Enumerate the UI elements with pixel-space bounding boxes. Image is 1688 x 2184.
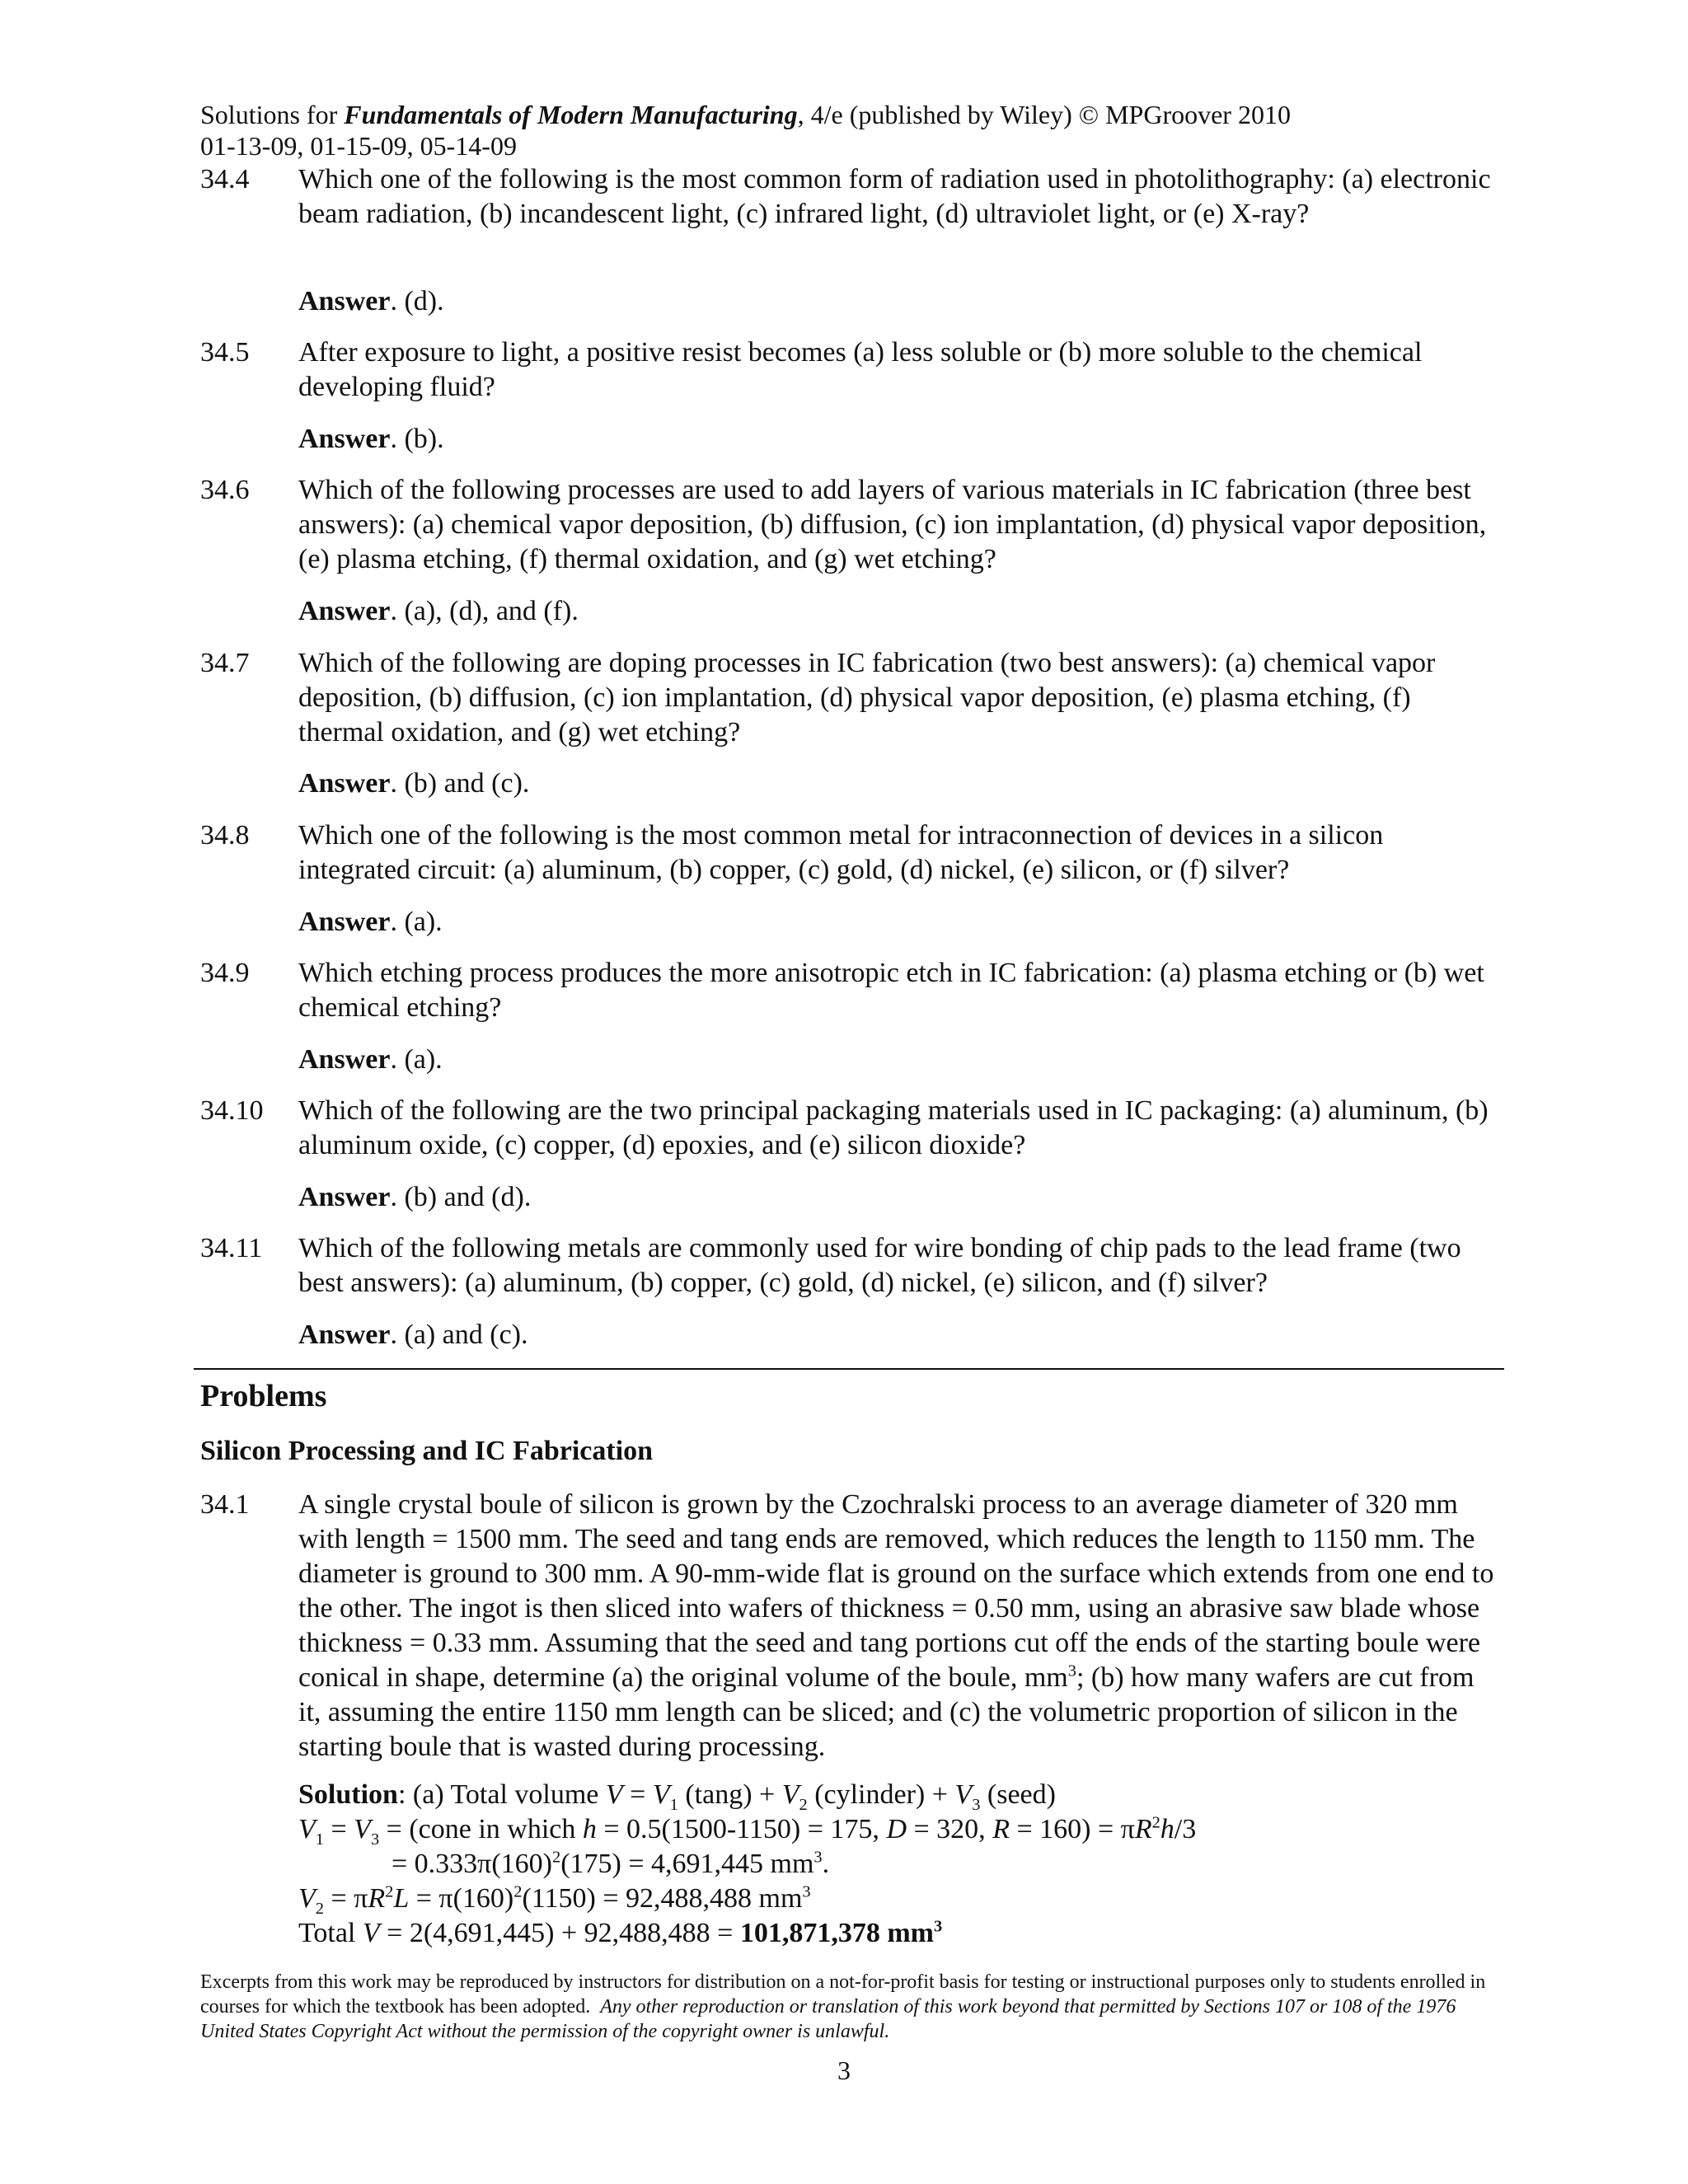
problem-text: A single crystal boule of silicon is grown by the Czochralski process to an average diameter of 320 mm with length = 1500 mm. The seed and tang ends are removed, which reduces the length to 1150 mm. The diameter is ground to 300 mm. A 90-mm-wide flat is ground on the surface which extends from one end to the other. The ingot is then sliced into wafers of thickness = 0.50 mm, using an abrasive saw blade whose thickness = 0.33 mm. Assuming that the seed and tang portions cut off the ends of the starting boule were conical in shape, determine (a) the original volume of the boule, $mm^3$; (b) how many wafers are cut from it, assuming the entire 1150 mm length can be sliced; and (c) the volumetric proportion of silicon in the starting boule that is wasted during processing. [298,1489,1494,1762]
answer-34-11 [298,1318,528,1352]
problem-number: 34.1 [200,1489,250,1520]
solution-line-2: $V_1 = V_3$ = (cone in which h = 0.5(1500-1150) = 175, D = 320, $R = 160) = \pi R^2h/3$ [298,1813,1197,1849]
answer-label: Answer [298,907,391,937]
answer-text: . (a) and (c). [390,1319,528,1350]
answer-text: . (a). [390,1044,443,1075]
section-divider [194,1368,1504,1370]
problems-subheading: Silicon Processing and IC Fabrication [200,1436,654,1466]
header-suffix: , 4/e (published by Wiley) © MPGroover 2010 [797,100,1291,129]
answer-text: . (b). [390,424,444,454]
book-title: Fundamentals of Modern Manufacturing [344,100,798,129]
copyright-footer [200,1970,1503,2044]
question-number: 34.6 [200,475,250,505]
question-text: Which etching process produces the more anisotropic etch in IC fabrication: (a) plasma etching or (b) wet chemical etching? [298,958,1484,1023]
question-number: 34.5 [200,337,250,368]
question-number: 34.4 [200,164,250,194]
question-text: Which of the following are doping processes in IC fabrication (two best answers): (a) chemical vapor deposition, (b) diffusion, (c) ion implantation, (d) physical vapor deposition, (e) plasma etching, (f) thermal oxidation, and (g) wet etching? [298,648,1436,748]
header-line [200,99,1291,130]
answer-34-9 [298,1043,443,1077]
solution-line-4: $V_2 = \pi R^2L = \pi(160)^2(1150) = 92,488,488$ $mm^3$ [298,1882,811,1918]
answer-34-7 [298,766,529,801]
answer-label: Answer [298,1182,391,1212]
answer-text: . (b) and (c). [390,768,530,799]
answer-text: . (b) and (d). [390,1182,532,1212]
footer-italic: Any other reproduction or translation of this work beyond that permitted by Sections 107 or 108 of the 1976 United States Copyright Act without the permission of the copyright owner is unlawful. [200,1996,1456,2042]
footer-plain: Excerpts from this work may be reproduced by instructors for distribution on a not-for-profit basis for testing or instructional purposes only to students enrolled in courses for which the textbook has been adopted. [200,1971,1486,2018]
question-text: Which of the following metals are commonly used for wire bonding of chip pads to the lead frame (two best answers): (a) aluminum, (b) copper, (c) gold, (d) nickel, (e) silicon, and (f) silver? [298,1233,1461,1298]
question-text: After exposure to light, a positive resist becomes (a) less soluble or (b) more soluble to the chemical developing fluid? [298,337,1423,402]
answer-label: Answer [298,596,391,626]
question-text: Which one of the following is the most common metal for intraconnection of devices in a silicon integrated circuit: (a) aluminum, (b) copper, (c) gold, (d) nickel, (e) silicon, or (f) silver? [298,820,1384,885]
answer-label: Answer [298,286,391,316]
problems-heading: Problems [200,1379,327,1413]
question-text: Which of the following are the two principal packaging materials used in IC packaging: (a) aluminum, (b) aluminum oxide, (c) copper, (d) epoxies, and (e) silicon dioxide? [298,1095,1489,1160]
question-number: 34.11 [200,1233,263,1263]
solution-label: Solution [298,1779,398,1810]
question-number: 34.8 [200,820,250,851]
answer-text: . (a). [390,907,443,937]
question-number: 34.10 [200,1095,264,1126]
solution-line-3: = $0.333\pi(160)^2(175) = 4,691,445$ $mm^3$. [392,1848,830,1879]
answer-label: Answer [298,1044,391,1075]
header-dates: 01-13-09, 01-15-09, 05-14-09 [200,131,517,161]
question-text: Which of the following processes are used to add layers of various materials in IC fabrication (three best answers): (a) chemical vapor deposition, (b) diffusion, (c) ion implantation, (d) physical vapor deposition, (e) plasma etching, (f) thermal oxidation, and (g) wet etching? [298,475,1487,574]
page-number: 3 [837,2055,851,2085]
question-number: 34.7 [200,648,250,678]
question-text: Which one of the following is the most common form of radiation used in photolithography: (a) electronic beam radiation, (b) incandescent light, (c) infrared light, (d) ultraviolet light, or (e) X-ray? [298,164,1491,229]
solution-line-1 [298,1778,1056,1812]
answer-text: . (d). [390,286,444,316]
answer-34-4 [298,284,444,319]
solution-line-1-text: : (a) Total volume $V = V_1$ $(\tan g) + V_2$ (cylinder) + $V_3$ (seed) [397,1779,1056,1814]
answer-34-8 [298,905,443,940]
answer-label: Answer [298,1319,391,1350]
answer-label: Answer [298,768,391,799]
answer-34-10 [298,1180,531,1215]
answer-label: Answer [298,424,391,454]
header-prefix: Solutions for [200,100,345,129]
answer-34-6 [298,594,579,629]
answer-34-5 [298,422,444,457]
solution-line-5: Total V = 2(4,691,445) + 92,488,488 = 101,871,378 $mm^3$ [298,1917,943,1948]
answer-text: . (a), (d), and (f). [390,596,579,626]
question-number: 34.9 [200,958,250,988]
